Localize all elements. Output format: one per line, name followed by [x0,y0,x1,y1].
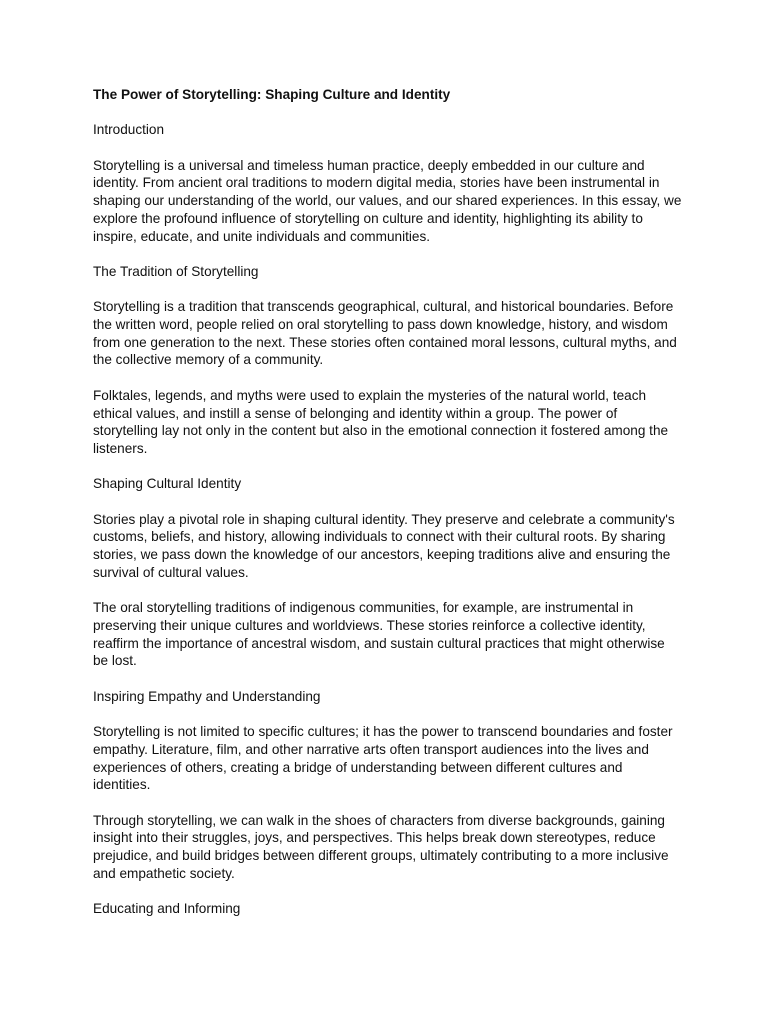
paragraph-cultural-identity-2: The oral storytelling traditions of indigenous communities, for example, are instrumental in preserving their unique cultures and worldviews. These stories reinforce a collective identity, reaffirm the importance of ancestral wisdom, and sustain cultural practices that might otherwise be lost. [93,600,665,669]
paragraph-empathy-1: Storytelling is not limited to specific cultures; it has the power to transcend boundaries and foster empathy. Literature, film, and other narrative arts often transport audiences into the lives and experiences of others, creating a bridge of understanding between different cultures and identities. [93,724,673,793]
document-body [93,86,683,936]
paragraph-cultural-identity-1: Stories play a pivotal role in shaping cultural identity. They preserve and celebrate a community's customs, beliefs, and history, allowing individuals to connect with their cultural roots. By sharing stories, we pass down the knowledge of our ancestors, keeping traditions alive and ensuring the survival of cultural values. [93,511,675,580]
paragraph-tradition-2: Folktales, legends, and myths were used to explain the mysteries of the natural world, teach ethical values, and instill a sense of belonging and identity within a group. The power of storytelling lay not only in the content but also in the emotional connection it fostered among the listeners. [93,387,669,456]
section-heading-tradition: The Tradition of Storytelling [93,263,259,279]
paragraph-tradition-1: Storytelling is a tradition that transcends geographical, cultural, and historical boundaries. Before the written word, people relied on oral storytelling to pass down knowledge, history, and wisdom from one generation to the next. These stories often contained moral lessons, cultural myths, and the collective memory of a community. [93,299,677,368]
section-heading-empathy: Inspiring Empathy and Understanding [93,688,321,704]
section-heading-educating: Educating and Informing [93,901,241,917]
section-heading-cultural-identity: Shaping Cultural Identity [93,476,242,492]
section-heading-introduction: Introduction [93,122,165,138]
paragraph-empathy-2: Through storytelling, we can walk in the shoes of characters from diverse backgrounds, gaining insight into their struggles, joys, and perspectives. This helps break down stereotypes, reduce prejudice, and build bridges between different groups, ultimately contributing to a more inclusive and empathetic society. [93,812,669,881]
paragraph-introduction: Storytelling is a universal and timeless human practice, deeply embedded in our culture and identity. From ancient oral traditions to modern digital media, stories have been instrumental in shaping our understanding of the world, our values, and our shared experiences. In this essay, we explore the profound influence of storytelling on culture and identity, highlighting its ability to inspire, educate, and unite individuals and communities. [93,157,682,244]
document-title: The Power of Storytelling: Shaping Culture and Identity [93,87,451,102]
